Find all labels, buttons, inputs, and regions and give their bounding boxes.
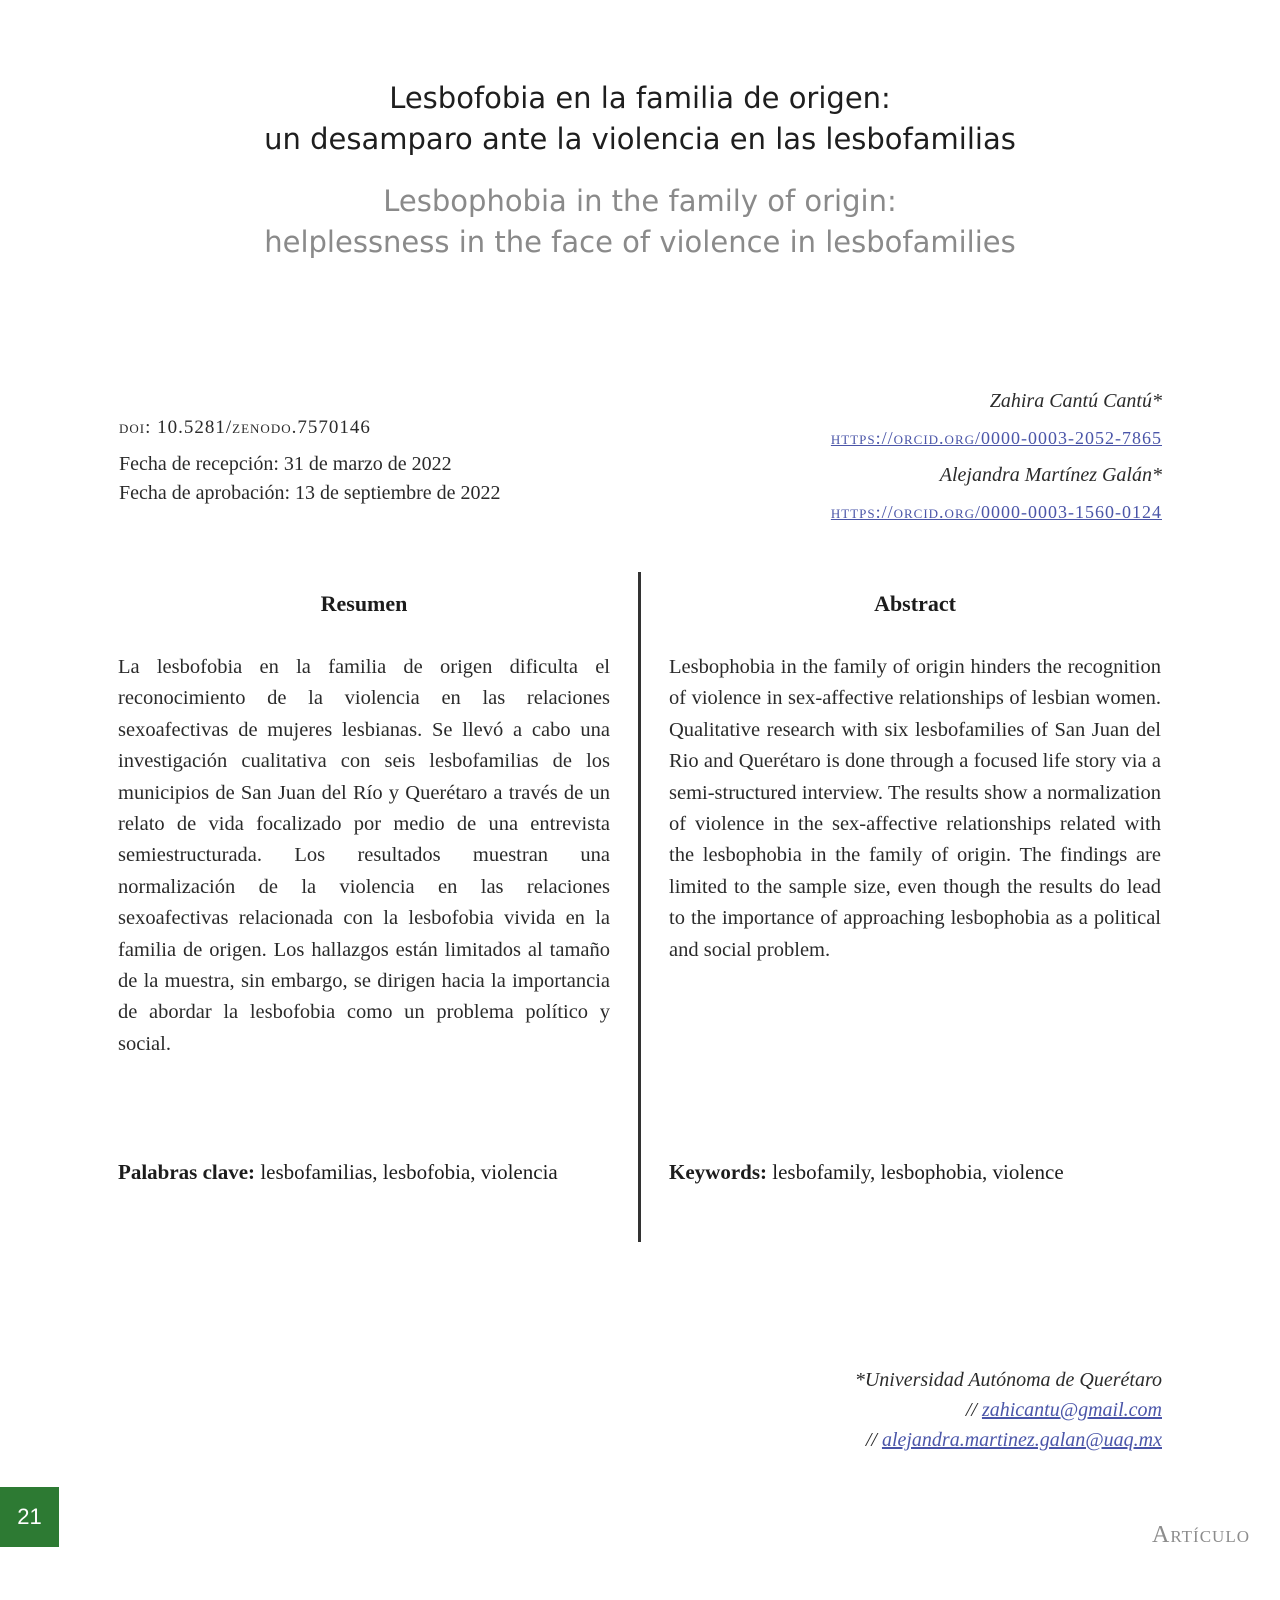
section-label: Artículo <box>1152 1522 1250 1548</box>
title-block <box>0 78 1280 263</box>
orcid-link-1[interactable]: https://orcid.org/0000-0003-2052-7865 <box>830 428 1162 448</box>
affiliation <box>562 1365 1162 1455</box>
title-spanish-line-1: Lesbofobia en la familia de origen: <box>389 81 891 115</box>
email-line-2 <box>562 1425 1162 1455</box>
email-prefix-1: // <box>965 1399 977 1421</box>
approved-date: Fecha de aprobación: 13 de septiembre de 2022 <box>119 482 501 504</box>
author-name-2: Alejandra Martínez Galán* <box>939 464 1162 486</box>
author-name-1: Zahira Cantú Cantú* <box>989 390 1162 412</box>
authors <box>642 386 1162 534</box>
resumen-section <box>118 590 610 1060</box>
palabras-clave <box>118 1158 618 1186</box>
title-english-line-2: helplessness in the face of violence in lesbofamilies <box>264 225 1016 259</box>
abstract-body: Lesbophobia in the family of origin hinders the recognition of violence in sex-affective relationships of lesbian women. Qualitative research with six lesbofamilies of San Juan del Rio and Querétaro is done through a focused life story via a semi-structured interview. The results show a normalization of violence in the sex-affective relationships related with the lesbophobia in the family of origin. The findings are limited to the sample size, even though the results do lead to the importance of approaching lesbophobia as a political and social problem. <box>669 656 1161 961</box>
received-date: Fecha de recepción: 31 de marzo de 2022 <box>119 453 452 475</box>
resumen-heading: Resumen <box>320 591 408 616</box>
keywords-label: Keywords: <box>669 1160 767 1184</box>
abstract-heading: Abstract <box>874 591 956 616</box>
email-prefix-2: // <box>865 1429 877 1451</box>
abstract-section <box>669 590 1161 966</box>
title-english-line-1: Lesbophobia in the family of origin: <box>383 184 897 218</box>
doi: doi: 10.5281/zenodo.7570146 <box>119 417 371 438</box>
email-link-1[interactable]: zahicantu@gmail.com <box>981 1399 1162 1421</box>
orcid-link-2[interactable]: https://orcid.org/0000-0003-1560-0124 <box>830 502 1162 522</box>
email-line-1 <box>562 1395 1162 1425</box>
palabras-clave-values: lesbofamilias, lesbofobia, violencia <box>260 1160 558 1184</box>
publication-metadata <box>119 416 639 508</box>
keywords <box>669 1158 1169 1186</box>
institution: *Universidad Autónoma de Querétaro <box>854 1369 1162 1391</box>
palabras-clave-label: Palabras clave: <box>118 1160 256 1184</box>
title-english <box>0 181 1280 263</box>
keywords-values: lesbofamily, lesbophobia, violence <box>772 1160 1064 1184</box>
title-spanish <box>0 78 1280 160</box>
column-divider <box>638 572 641 1242</box>
email-link-2[interactable]: alejandra.martinez.galan@uaq.mx <box>881 1429 1162 1451</box>
title-spanish-line-2: un desamparo ante la violencia en las lesbofamilias <box>264 122 1016 156</box>
page-number: 21 <box>0 1487 59 1547</box>
resumen-body: La lesbofobia en la familia de origen dificulta el reconocimiento de la violencia en las relaciones sexoafectivas de mujeres lesbianas. Se llevó a cabo una investigación cualitativa con seis lesbofamilias de los municipios de San Juan del Río y Querétaro a través de un relato de vida focalizado por medio de una entrevista semiestructurada. Los resultados muestran una normalización de la violencia en las relaciones sexoafectivas relacionada con la lesbofobia vivida en la familia de origen. Los hallazgos están limitados al tamaño de la muestra, sin embargo, se dirigen hacia la importancia de abordar la lesbofobia como un problema político y social. <box>118 656 610 1055</box>
